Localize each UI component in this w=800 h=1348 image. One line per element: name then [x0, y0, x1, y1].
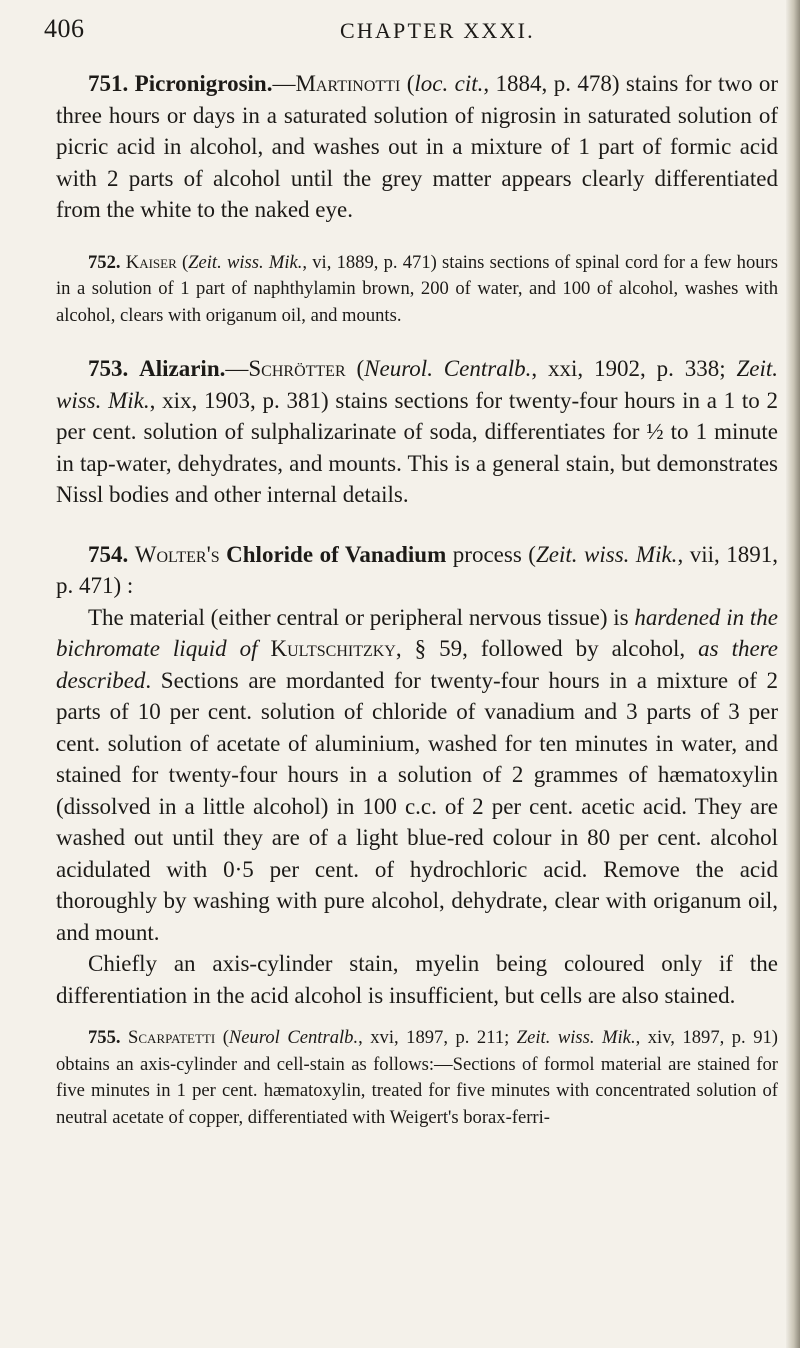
citation-title-2: Zeit. wiss. Mik. — [56, 356, 778, 413]
entry-754 — [56, 539, 778, 1012]
author-name: Scarpatetti — [128, 1027, 216, 1048]
entry-754-note: Chiefly an axis-cylinder stain, myelin being coloured only if the differentiation in the acid alcohol is insufficient, but cells are also stained. — [56, 951, 778, 1008]
ref-open: ( — [176, 251, 189, 273]
author-name: Schrötter — [248, 356, 346, 381]
entry-heading: Chloride of Vanadium — [219, 541, 447, 567]
entry-number: 751. — [88, 71, 129, 96]
entry-text: , § 59, followed by alcohol, — [395, 636, 699, 661]
citation-title: loc. cit. — [414, 71, 484, 96]
entry-753 — [56, 353, 778, 511]
citation-title: Zeit. wiss. Mik. — [535, 541, 678, 567]
entry-heading: Alizarin. — [139, 356, 226, 381]
entry-text: , xiv, 1897, p. 91) obtains an axis-cylinder and cell-stain as follows:—Sections of formol material are stained for five minutes in 1 per cent. hæmatoxylin, treated for five minutes with concentrated solution of neutral acetate of copper, differentiated with Weigert's borax-ferri- — [56, 1027, 778, 1128]
author-name: Kaiser — [125, 251, 177, 273]
entry-number: 752. — [88, 251, 121, 273]
book-page — [40, 0, 780, 1131]
ref-open: ( — [345, 356, 365, 381]
author-name: Martinotti — [295, 71, 401, 96]
entry-text: , vi, 1889, p. 471) stains sections of spinal cord for a few hours in a solution of 1 part of naphthylamin brown, 200 of water, and 100 of alcohol, washes with alcohol, clears with origanum oil, and mounts. — [56, 251, 778, 326]
author-name: Kultschitzky — [270, 636, 396, 661]
author-name: Wolter's — [134, 541, 220, 567]
citation-title: Neurol. Centralb. — [364, 356, 532, 381]
entry-number: 753. — [88, 356, 129, 381]
entry-number: 754. — [88, 541, 129, 567]
citation-title: Zeit. wiss. Mik. — [188, 251, 303, 273]
entry-heading: Picronigrosin. — [134, 71, 273, 96]
entry-751 — [56, 68, 778, 226]
entry-754-body — [56, 602, 778, 949]
page-edge-shadow — [786, 0, 800, 1348]
emphasis-text: as there described — [56, 636, 778, 693]
entry-text: , xix, 1903, p. 381) stains sections for twenty-four hours in a 1 to 2 per cent. solution of sulphalizarinate of soda, differentiates for ½ to 1 minute in tap-water, dehydrates, and mounts. This is a general stain, but demonstrates Nissl bodies and other internal details. — [56, 387, 779, 507]
entry-755 — [56, 1025, 778, 1131]
ref-open: ( — [215, 1027, 229, 1048]
dash: — — [272, 71, 296, 96]
running-head: CHAPTER XXXI. — [340, 18, 535, 43]
entry-text: . Sections are mordanted for twenty-four hours in a mixture of 2 parts of 10 per cent. solution of chloride of vanadium and 3 parts of 3 per cent. solution of acetate of aluminium, washed for ten minutes in water, and stained for twenty-four hours in a solution of 2 grammes of hæmatoxylin (dissolved in a little alcohol) in 100 c.c. of 2 per cent. acetic acid. They are washed out until they are of a light blue-red colour in 80 per cent. alcohol acidulated with 0·5 per cent. of hydrochloric acid. Remove the acid thoroughly by washing with pure alcohol, dehydrate, clear with origanum oil, and mount. — [56, 667, 778, 945]
citation-volume: , xxi, 1902, p. 338; — [531, 356, 737, 381]
entry-number: 755. — [88, 1027, 121, 1048]
citation-volume: , vii, 1891, p. 471) : — [56, 541, 779, 598]
page-number: 406 — [44, 14, 85, 43]
entry-754-heading-line — [56, 539, 778, 602]
citation-title-2: Zeit. wiss. Mik. — [516, 1027, 636, 1048]
entry-752 — [56, 250, 778, 330]
ref-open: ( — [400, 71, 415, 96]
page-header — [40, 0, 780, 48]
citation-volume: , xvi, 1897, p. 211; — [358, 1027, 517, 1048]
entry-text: process ( — [446, 541, 536, 567]
dash: — — [225, 356, 249, 381]
entry-text: , 1884, p. 478) stains for two or three hours or days in a saturated solution of nigrosin in saturated solution of picric acid in alcohol, and washes out in a mixture of 1 part of formic acid with 2 parts of alcohol until the grey matter appears clearly differentiated from the white to the naked eye. — [56, 71, 779, 222]
emphasis-text: hardened in the bichromate liquid of — [56, 604, 778, 661]
entry-text: The material (either central or peripheral nervous tissue) is — [88, 604, 635, 630]
citation-title: Neurol Centralb. — [228, 1027, 359, 1048]
